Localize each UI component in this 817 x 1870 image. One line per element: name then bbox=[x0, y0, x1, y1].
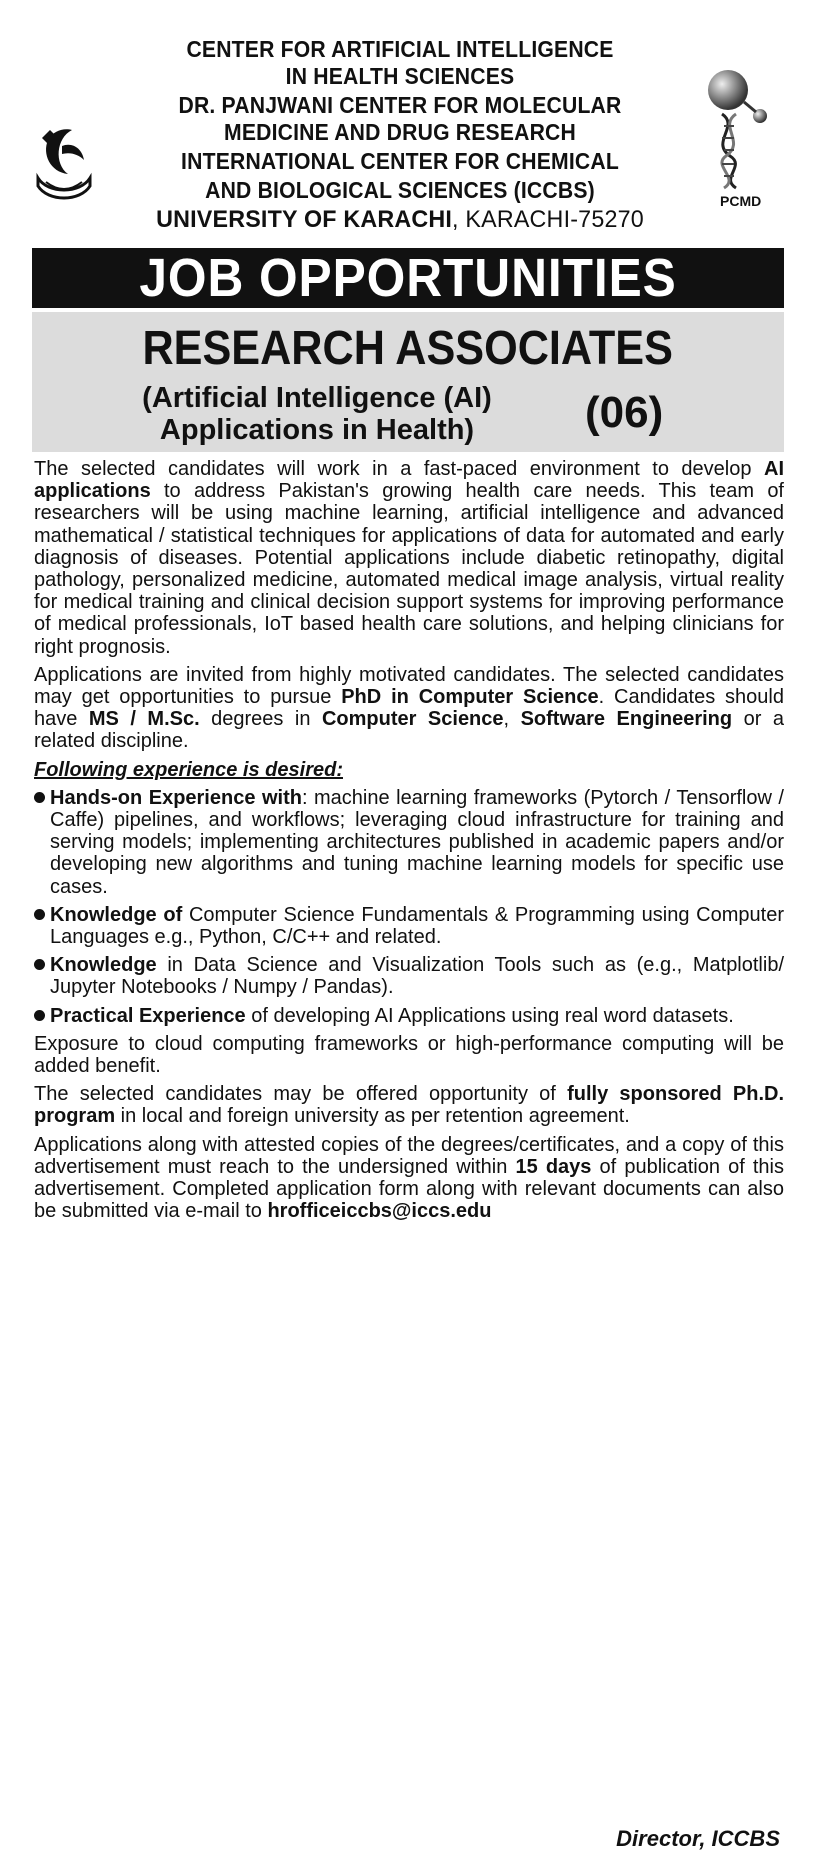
position-count: (06) bbox=[585, 388, 664, 437]
bullet-icon bbox=[34, 1010, 45, 1021]
header-address bbox=[80, 206, 720, 233]
banner-title: JOB OPPORTUNITIES bbox=[139, 248, 677, 308]
text-run-bold: Software Engineering bbox=[520, 708, 733, 731]
text-run-bold: MS / M.Sc. bbox=[88, 708, 200, 731]
text-run: degrees in bbox=[199, 708, 322, 731]
text-run: of publication of this advertisement. Completed application form along with relevant documents can also be submitted via e-mail to bbox=[34, 1155, 784, 1223]
bullet-text: : machine learning frameworks (Pytorch / Tensorflow / Caffe) pipelines, and workflows; leveraging cloud infrastructure for training and serving models; implementing architectures published in academic papers and/or developing new algorithms and tuning machine learning models for specific use cases. bbox=[50, 786, 784, 898]
bullet-icon bbox=[34, 792, 45, 803]
header bbox=[0, 28, 817, 268]
pcmd-molecule-logo-icon bbox=[700, 64, 780, 194]
phd-paragraph bbox=[34, 1083, 784, 1127]
text-run-bold: AI applications bbox=[34, 458, 784, 503]
list-item bbox=[34, 1005, 784, 1027]
position-subtitle-line2: Applications in Health) bbox=[159, 414, 475, 446]
text-run: The selected candidates will work in a fast-paced environment to develop bbox=[34, 458, 764, 480]
bullet-text: Computer Science Fundamentals & Programming using Computer Languages e.g., Python, C/C++ and related. bbox=[50, 903, 784, 949]
text-run: Applications are invited from highly motivated candidates. The selected candidates may get opportunities to pursue bbox=[34, 663, 784, 709]
header-line: AND BIOLOGICAL SCIENCES (ICCBS) bbox=[205, 177, 595, 203]
list-item bbox=[34, 904, 784, 948]
text-run: The selected candidates may be offered opportunity of bbox=[34, 1083, 568, 1106]
text-run: Applications along with attested copies of the degrees/certificates, and a copy of this advertisement must reach to the undersigned within bbox=[34, 1133, 784, 1178]
text-run-bold: 15 days bbox=[515, 1155, 592, 1178]
header-line: INTERNATIONAL CENTER FOR CHEMICAL bbox=[181, 148, 619, 174]
text-run: in local and foreign university as per retention agreement. bbox=[115, 1105, 630, 1128]
bullet-text: of developing AI Applications using real word datasets. bbox=[245, 1004, 734, 1027]
text-run-bold: Computer Science bbox=[321, 708, 504, 731]
text-run-bold: fully sponsored Ph.D. program bbox=[34, 1083, 784, 1128]
email-link[interactable]: hrofficeiccbs@iccs.edu bbox=[267, 1200, 492, 1223]
eligibility-paragraph bbox=[34, 664, 784, 753]
text-run: . Candidates should have bbox=[34, 686, 784, 731]
benefit-paragraph: Exposure to cloud computing frameworks or high-performance computing will be added benefit. bbox=[34, 1032, 784, 1078]
header-line: IN HEALTH SCIENCES bbox=[285, 63, 515, 89]
bullet-bold: Hands-on Experience with bbox=[50, 786, 302, 809]
university-name: UNIVERSITY OF KARACHI bbox=[156, 206, 453, 233]
university-emblem-icon bbox=[28, 124, 100, 208]
bullet-text: in Data Science and Visualization Tools such as (e.g., Matplotlib/ Jupyter Notebooks / Numpy / Pandas). bbox=[50, 954, 784, 999]
desired-experience-heading: Following experience is desired: bbox=[34, 758, 343, 781]
header-line: CENTER FOR ARTIFICIAL INTELLIGENCE bbox=[186, 36, 614, 62]
bullet-bold: Practical Experience bbox=[50, 1004, 246, 1027]
text-run: or a related discipline. bbox=[34, 708, 785, 753]
bullet-bold: Knowledge of bbox=[50, 903, 183, 926]
text-run-bold: PhD in Computer Science bbox=[341, 686, 599, 709]
city-postcode: , KARACHI-75270 bbox=[452, 206, 644, 233]
text-run: , bbox=[503, 708, 521, 731]
bullet-icon bbox=[34, 909, 45, 920]
bullet-icon bbox=[34, 959, 45, 970]
position-box bbox=[32, 312, 784, 452]
position-subtitle-line1: (Artificial Intelligence (AI) bbox=[142, 382, 492, 414]
header-line: MEDICINE AND DRUG RESEARCH bbox=[224, 119, 576, 145]
bullet-bold: Knowledge bbox=[50, 954, 157, 977]
job-opportunities-banner bbox=[32, 248, 784, 308]
list-item bbox=[34, 787, 784, 898]
pcmd-logo-label: PCMD bbox=[720, 193, 762, 209]
position-title-wrap bbox=[32, 322, 784, 376]
text-run: to address Pakistan's growing health care needs. This team of researchers will be using machine learning, artificial intelligence and advanced mathematical / statistical techniques for applications of data for automated and early diagnosis of diseases. Potential applications include diabetic retinopathy, digital pathology, personalized medicine, automated medical image analysis, virtual reality for medical training and clinical decision support systems for improving performance of medical professionals, IoT based health care solutions, and helping clinicians for right prognosis. bbox=[34, 480, 784, 658]
position-title: RESEARCH ASSOCIATES bbox=[142, 322, 674, 375]
application-paragraph bbox=[34, 1134, 784, 1223]
list-item bbox=[34, 954, 784, 998]
header-line: DR. PANJWANI CENTER FOR MOLECULAR bbox=[178, 92, 622, 118]
intro-paragraph bbox=[34, 458, 784, 658]
signature: Director, ICCBS bbox=[616, 1826, 780, 1851]
advertisement-body bbox=[34, 458, 784, 1229]
